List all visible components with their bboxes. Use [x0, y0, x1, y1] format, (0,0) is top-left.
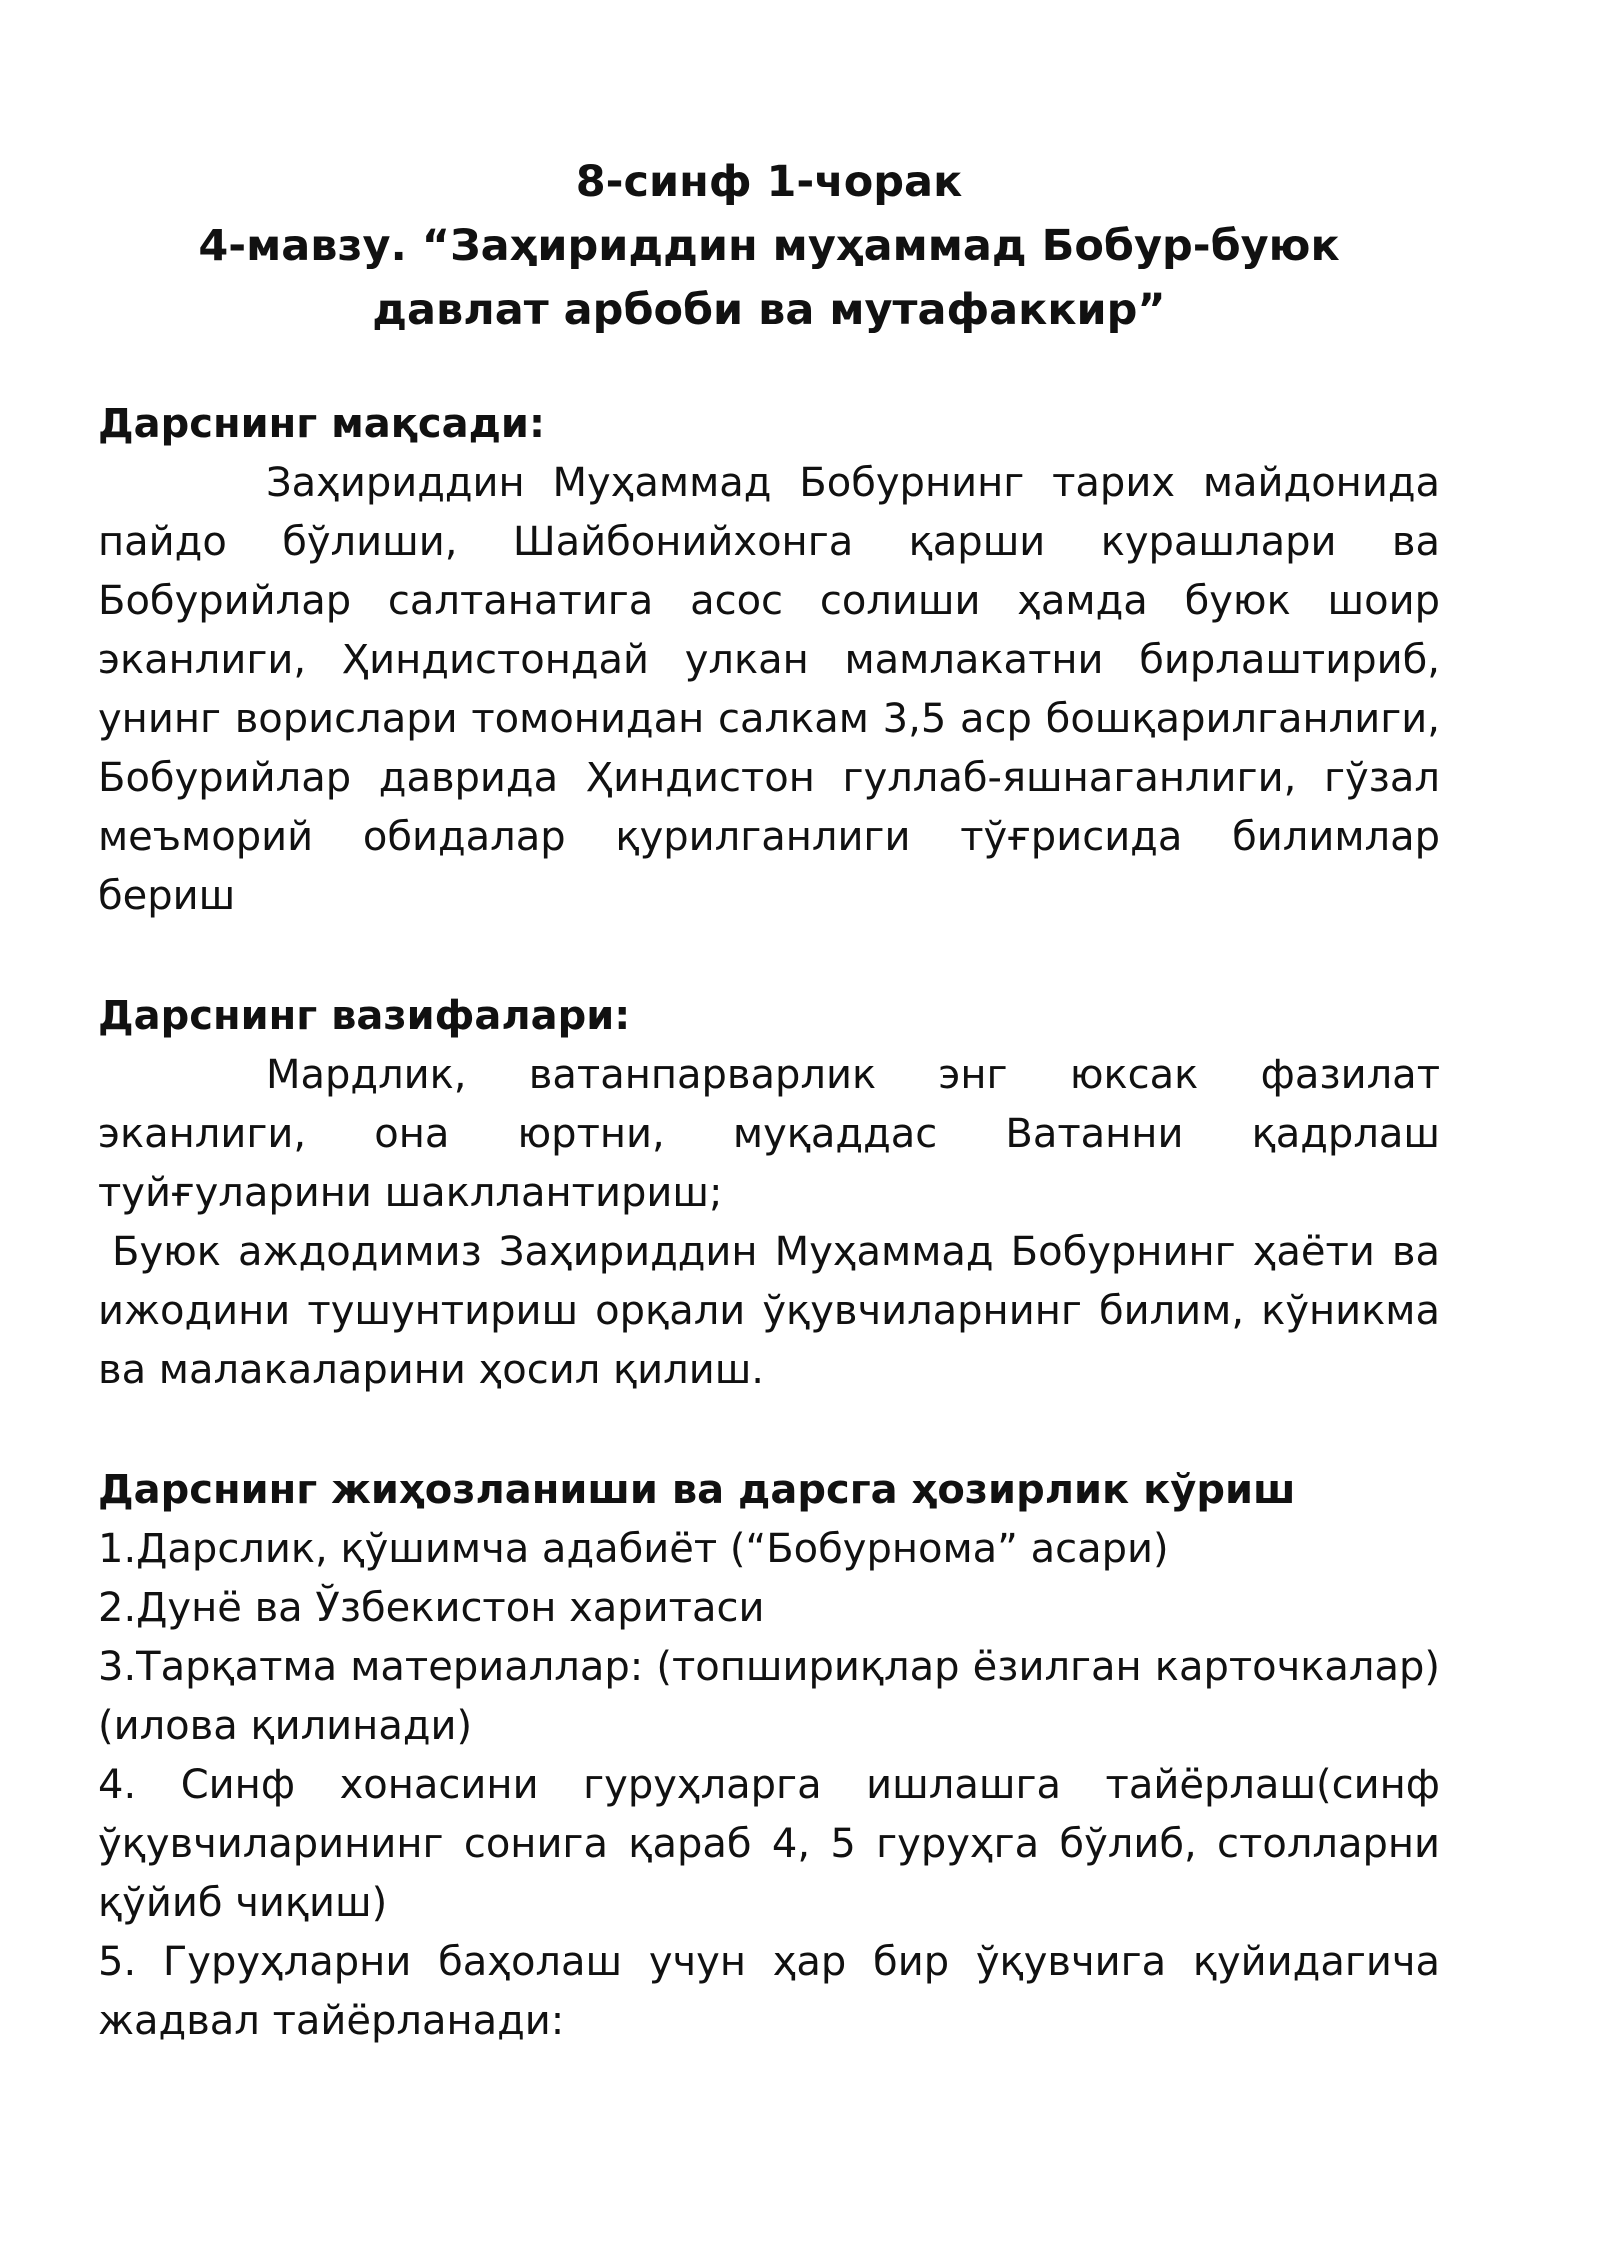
section-spacer: [98, 1400, 1440, 1460]
equipment-item-1: 1.Дарслик, қўшимча адабиёт (“Бобурнома” асари): [98, 1526, 1169, 1572]
title-line-2: 4-мавзу. “Заҳириддин муҳаммад Бобур-буюк: [198, 221, 1340, 271]
equipment-item-2: 2.Дунё ва Ўзбекистон харитаси: [98, 1585, 765, 1631]
equipment-item-5: 5. Гуруҳларни баҳолаш учун ҳар бир ўқувчига қуйидагича жадвал тайёрланади:: [98, 1939, 1440, 2044]
title-line-1: 8-синф 1-чорак: [575, 157, 963, 207]
tasks-text-2: Буюк аждодимиз Заҳириддин Муҳаммад Бобурнинг ҳаёти ва ижодини тушунтириш орқали ўқувчиларнинг билим, кўникма ва малакаларини ҳосил қилиш.: [98, 1229, 1440, 1393]
section-spacer: [98, 926, 1440, 986]
equipment-heading: Дарснинг жиҳозланиши ва дарсга ҳозирлик кўриш: [98, 1467, 1296, 1513]
document-title: [98, 150, 1440, 342]
goals-text: Заҳириддин Муҳаммад Бобурнинг тарих майдонида пайдо бўлиши, Шайбонийхонга қарши курашлари ва Бобурийлар салтанатига асос солиши ҳамда буюк шоир эканлиги, Ҳиндистондай улкан мамлакатни бирлаштириб, унинг ворислари томонидан салкам 3,5 аср бошқарилганлиги, Бобурийлар даврида Ҳиндистон гуллаб-яшнаганлиги, гўзал меъморий обидалар қурилганлиги тўғрисида билимлар бериш: [98, 460, 1440, 919]
equipment-item-4: 4. Синф хонасини гуруҳларга ишлашга тайёрлаш(синф ўқувчиларининг сонига қараб 4, 5 гуруҳга бўлиб, столларни қўйиб чиқиш): [98, 1762, 1440, 1926]
goals-section: [98, 394, 1440, 926]
document-page: [98, 150, 1440, 2051]
tasks-text-1: Мардлик, ватанпарварлик энг юксак фазилат эканлиги, она юртни, муқаддас Ватанни қадрлаш туйғуларини шакллантириш;: [98, 1052, 1440, 1216]
tasks-heading: Дарснинг вазифалари:: [98, 993, 631, 1039]
equipment-section: [98, 1460, 1440, 2051]
title-line-3: давлат арбоби ва мутафаккир”: [372, 285, 1166, 335]
goals-heading: Дарснинг мақсади:: [98, 401, 545, 447]
tasks-section: [98, 986, 1440, 1400]
equipment-item-3: 3.Тарқатма материаллар: (топшириқлар ёзилган карточкалар) (илова қилинади): [98, 1644, 1440, 1749]
